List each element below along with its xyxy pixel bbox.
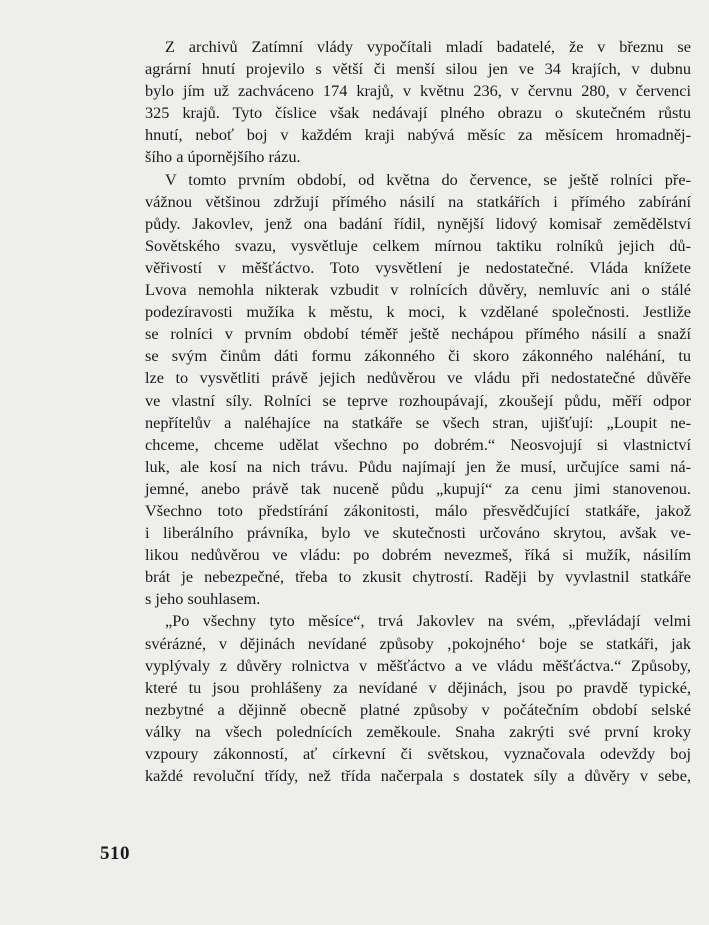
text-line: chceme, chceme udělat všechno po dobrém.“ Neosvojují si vlastnictví	[145, 434, 691, 454]
text-line: 325 krajů. Tyto číslice však nedávají plného obrazu o skutečném růstu	[145, 103, 691, 123]
text-line: nepřítelův a naléhajíce na statkáře se všech stran, ujišťují: „Loupit ne-	[145, 412, 691, 432]
text-line: agrární hnutí projevilo s větší či menší silou jen ve 34 krajích, v dubnu	[145, 59, 691, 79]
text-line: které tu jsou prohlášeny za nevídané v dějinách, jsou po pravdě typické,	[145, 677, 691, 697]
text-line: šího a úpornějšího rázu.	[145, 147, 301, 167]
paragraph	[145, 36, 691, 169]
text-line: brát je nebezpečné, třeba to zkusit chytrostí. Raději by vyvlastnil statkáře	[145, 567, 691, 587]
body-text	[145, 36, 691, 787]
text-line: Z archivů Zatímní vlády vypočítali mladí badatelé, že v březnu se	[165, 37, 691, 56]
text-line: likou nedůvěrou ve vládu: po dobrém nevezmeš, říká si mužík, násilím	[145, 545, 691, 565]
paragraph	[145, 169, 691, 611]
text-line: se svým činům dáti formu zákonného či skoro zákonného naléhání, tu	[145, 346, 691, 366]
text-line: nezbytné a dějinně obecně platné způsoby v počátečním období selské	[145, 699, 691, 719]
text-line: luk, ale kosí na nich trávu. Půdu najímají jen že musí, určujíce sami ná-	[145, 456, 691, 476]
text-line: Lvova nemohla nikterak vzbudit v rolnících důvěry, nemluvíc ani o stálé	[145, 280, 691, 300]
text-line: svérázné, v dějinách nevídané způsoby ‚pokojného‘ boje se statkáři, jak	[145, 633, 691, 653]
page-number: 510	[100, 843, 130, 864]
paragraph	[145, 610, 691, 787]
text-line: „Po všechny tyto měsíce“, trvá Jakovlev na svém, „převládají velmi	[165, 611, 691, 631]
text-line: vzpoury zákonností, ať církevní či světskou, vyznačovala odevždy boj	[145, 744, 691, 763]
text-line: se rolníci v prvním období téměř ještě nechápou přímého násilí a snaží	[145, 324, 691, 344]
text-line: lze to vysvětliti právě jejich nedůvěrou ve vládu při nedostatečné důvěře	[145, 368, 691, 388]
text-line: podezíravosti mužíka k městu, k moci, k vzdělané společnosti. Jestliže	[145, 302, 691, 322]
text-line: věřivostí v měšťáctvo. Toto vysvětlení je nedostatečné. Vláda knížete	[145, 257, 691, 277]
text-line: i liberálního právníka, bylo ve skutečnosti určováno skrytou, avšak ve-	[145, 523, 691, 543]
text-line: války na všech polednících zeměkoule. Snaha zakrýti své první kroky	[145, 721, 691, 741]
text-line: s jeho souhlasem.	[145, 589, 261, 609]
text-line: Sovětského svazu, vysvětluje celkem mírnou taktiku rolníků jejich dů-	[145, 235, 691, 255]
text-line: V tomto prvním období, od května do července, se ještě rolníci pře-	[165, 169, 691, 189]
text-line: hnutí, neboť boj v každém kraji nabývá měsíc za měsícem hromadněj-	[145, 125, 691, 145]
text-line: jemné, anebo právě tak nuceně půdu „kupují“ za cenu jimi stanovenou.	[145, 478, 691, 498]
text-line: vážnou většinou zdržují přímého násilí na statkářích i přímého zabírání	[145, 191, 691, 211]
text-line: vyplývaly z důvěry rolnictva v měšťáctvo a ve vládu měšťáctva.“ Způsoby,	[145, 655, 691, 675]
text-line: ve vlastní síly. Rolníci se teprve rozhoupávají, zkoušejí půdu, měří odpor	[145, 390, 691, 410]
text-line: půdy. Jakovlev, jenž ona badání řídil, nynější lidový komisař zemědělství	[145, 213, 691, 233]
text-line: Všechno toto předstírání zákonitosti, málo přesvědčující statkáře, jakož	[145, 500, 691, 520]
text-line: každé revoluční třídy, než třída načerpala s dostatek síly a důvěry v sebe,	[145, 766, 691, 786]
text-line: bylo jím už zachváceno 174 krajů, v květnu 236, v červnu 280, v červenci	[145, 81, 691, 101]
